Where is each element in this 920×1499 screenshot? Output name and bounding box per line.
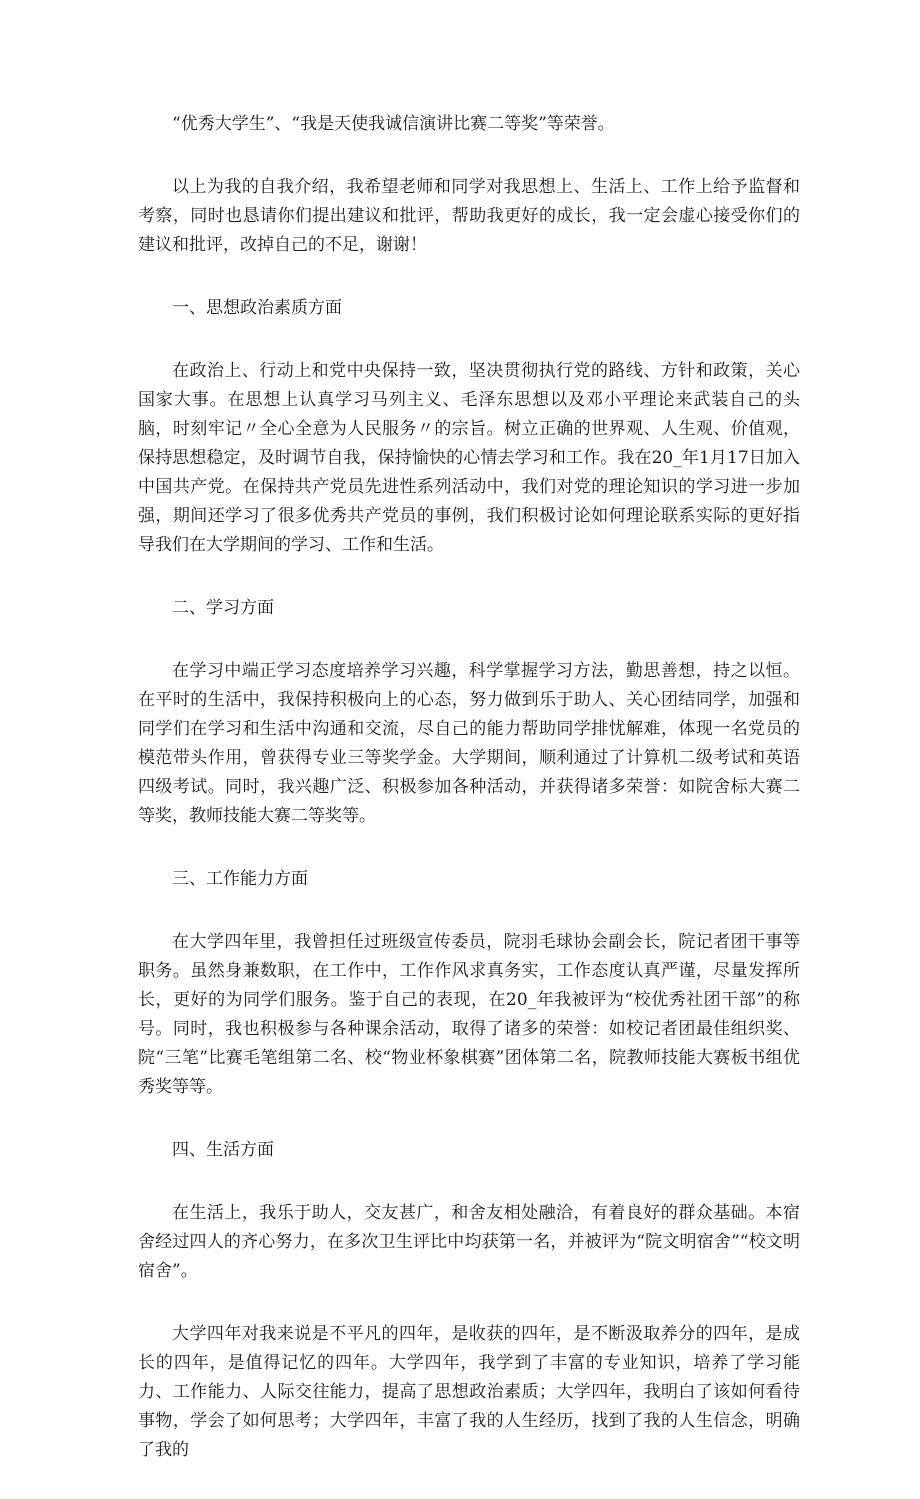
section-heading-work: 三、工作能力方面 <box>172 869 308 889</box>
paragraph-study: 在学习中端正学习态度培养学习兴趣，科学掌握学习方法，勤思善想，持之以恒。在平时的生活中，我保持积极向上的心态，努力做到乐于助人、关心团结同学，加强和同学们在学习和生活中沟通和交流，尽自己的能力帮助同学排忧解难，体现一名党员的模范带头作用，曾获得专业三等奖学金。大学期间，顺利通过了计算机二级考试和英语四级考试。同时，我兴趣广泛、积极参加各种活动，并获得诸多荣誉：如院舍标大赛二等奖，教师技能大赛二等奖等。 <box>138 661 800 826</box>
paragraph-political: 在政治上、行动上和党中央保持一致，坚决贯彻执行党的路线、方针和政策，关心国家大事。在思想上认真学习马列主义、毛泽东思想以及邓小平理论来武装自己的头脑，时刻牢记〃全心全意为人民服务〃的宗旨。树立正确的世界观、人生观、价值观，保持思想稳定，及时调节自我，保持愉快的心情去学习和工作。我在20_年1月17日加入中国共产党。在保持共产党员先进性系列活动中，我们对党的理论知识的学习进一步加强，期间还学习了很多优秀共产党员的事例，我们积极讨论如何理论联系实际的更好指导我们在大学期间的学习、工作和生活。 <box>138 361 800 555</box>
section-heading-life: 四、生活方面 <box>172 1140 274 1160</box>
paragraph-life: 在生活上，我乐于助人，交友甚广，和舍友相处融洽，有着良好的群众基础。本宿舍经过四人的齐心努力，在多次卫生评比中均获第一名，并被评为“院文明宿舍”“校文明宿舍”。 <box>138 1203 800 1281</box>
paragraph-honors-ending: “优秀大学生”、“我是天使我诚信演讲比赛二等奖”等荣誉。 <box>172 114 615 134</box>
section-heading-political: 一、思想政治素质方面 <box>172 298 342 318</box>
section-heading-study: 二、学习方面 <box>172 598 274 618</box>
paragraph-summary: 大学四年对我来说是不平凡的四年，是收获的四年，是不断汲取养分的四年，是成长的四年，是值得记忆的四年。大学四年，我学到了丰富的专业知识，培养了学习能力、工作能力、人际交往能力，提高了思想政治素质；大学四年，我明白了该如何看待事物，学会了如何思考；大学四年，丰富了我的人生经历，找到了我的人生信念，明确了我的 <box>138 1324 800 1460</box>
document-page <box>138 110 800 1499</box>
paragraph-work: 在大学四年里，我曾担任过班级宣传委员，院羽毛球协会副会长，院记者团干事等职务。虽然身兼数职，在工作中，工作作风求真务实，工作态度认真严谨，尽量发挥所长，更好的为同学们服务。鉴于自己的表现，在20_年我被评为“校优秀社团干部”的称号。同时，我也积极参与各种课余活动，取得了诸多的荣誉：如校记者团最佳组织奖、院“三笔”比赛毛笔组第二名、校“物业杯象棋赛”团体第二名，院教师技能大赛板书组优秀奖等等。 <box>138 932 800 1097</box>
paragraph-self-introduction-closing: 以上为我的自我介绍，我希望老师和同学对我思想上、生活上、工作上给予监督和考察，同时也恳请你们提出建议和批评，帮助我更好的成长，我一定会虚心接受你们的建议和批评，改掉自己的不足，谢谢！ <box>138 177 800 255</box>
